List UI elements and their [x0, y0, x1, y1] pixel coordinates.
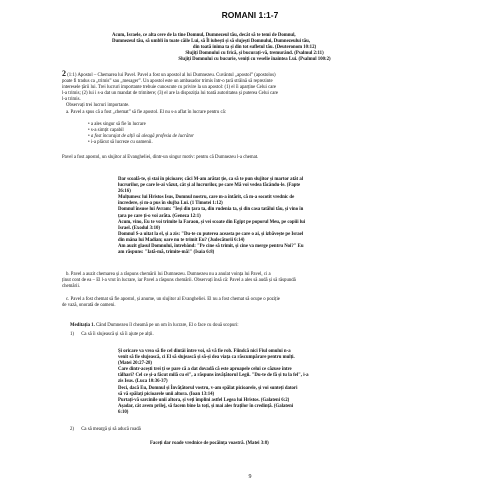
quote-line: am răspuns: "Iată-mă, trimite-mă!" (Isaia 6:8): [118, 250, 215, 256]
quote-line: Domnul S-a uitat la el, și a zis: "Du-te cu puterea aceasta pe care o ai, și izbăvește pe Israel: [118, 231, 304, 237]
item-text: Ca să meargă și să aducă roadă: [81, 427, 141, 432]
quote-line: Mulțumesc lui Hristos Isus, Domnul nostru, care m-a întărit, că m-a socotit vrednic de: [118, 195, 295, 201]
meditation-intro: Când Dumnezeu îl cheamă pe un om în lucrare, El o face cu două scopuri:: [95, 323, 239, 328]
quote-line: Care dintr-acești trei ți se pare că a dat dovadă că este aproapele celui ce căzuse între: [118, 367, 292, 373]
quote-line: Dumnezeul tău, să umbli în toate căile Lui, să Îl iubești și să slujești Domnului, Dumnezeului tău,: [112, 39, 311, 45]
quote-line: din mâna lui Madian; oare nu te trimit Eu? (Judecătorii 6:14): [118, 237, 245, 243]
para-line: c. Pavel a fost chemat să fie apostol, și anume, un slujitor al Evangheliei. El nu a fost chemat să ocupe o poziție: [66, 297, 280, 302]
para-line: de vază, onorată de oameni.: [62, 303, 116, 309]
calling-quotes: [118, 177, 400, 256]
quote-line: 26:16): [118, 189, 131, 195]
list-item: • a ales singur să fie în lucrare: [88, 122, 388, 128]
paragraph-b: [62, 272, 440, 290]
para-line: chemării.: [62, 284, 80, 290]
quote-line: 6:10): [118, 409, 129, 415]
para-line: ținut cont de ea – El l-a vrut în lucrare, iar Pavel a răspuns chemării. Observați însă că: Pavel a ales să audă și să răspundă: [62, 278, 296, 284]
section-line: l-a trimis.: [62, 97, 81, 103]
quote-line: Dar scoală-te, și stai în picioare; căci M-am arătat ție, ca să te pun slujitor și martor atât al: [118, 177, 304, 182]
quote-line: (Matei 20:27-28): [118, 361, 152, 367]
para-line: b. Pavel a auzit chemarea și a răspuns chemării lui Dumnezeu. Dumnezeu nu a anulat voința lui Pavel, ci a: [66, 272, 271, 277]
fruit-quote: Faceți dar roade vrednice de pocăința voastră. (Matei 3:8): [150, 441, 269, 446]
item-number: 1): [70, 332, 74, 337]
meditation-heading-line: [62, 323, 440, 329]
item-text: Ca să îi slujească și să îi ajute pe alții.: [81, 332, 154, 337]
quote-line: venit să fie slujească, ci El să slujească și să-și dea viața ca răscumpărare pentru mulți.: [118, 355, 295, 361]
section-line: a. Pavel a spus că a fost „chemat” să fie apostol. El nu s-a aflat în lucrare pentru că:: [66, 109, 227, 115]
quote-line: Slujiți Domnului cu frică, și bucurați-vă, tremurând. (Psalmul 2:11): [185, 51, 324, 57]
quote-line: Acum, Israele, ce alta cere de la tine Domnul, Dumnezeul tău, decât să te temi de Domnul,: [112, 33, 296, 38]
item-number: 2): [70, 427, 74, 432]
quote-line: încredere, și m-a pus în slujba Lui. (1 Timotei 1:12): [118, 201, 223, 207]
opening-quote: [112, 33, 397, 63]
quote-line: Israel. (Exodul 3:10): [118, 225, 160, 231]
section-line: l-a trimis; (2) lui i s-a dat un mandat de trimitere; (3) el are la dispoziția lui toată autoritatea și puterea Celui care: [62, 91, 279, 97]
quote-line: lucrurilor, pe care le-ai văzut, cât și al lucrurilor, pe care Mă voi vedea făcându-le. (Fapte: [118, 183, 301, 189]
quote-line: Purtați-vă sarcinile unii altora, și veți împlini astfel Legea lui Hristos. (Galateni 6:2): [118, 397, 290, 403]
section-line: Observați trei lucruri importante.: [66, 103, 130, 109]
quote-line: să vă spălați picioarele unii altora. (Ioan 13:14): [118, 391, 215, 397]
quote-line: tâlhari? Cel ce și-a făcut milă cu el", a răspuns învățătorul Legii. "Du-te de fă și tu la fel", i-a: [118, 373, 309, 379]
quote-line: Am auzit glasul Domnului, întrebând: "Pe cine să trimit, și cine va merge pentru Noi?" Eu: [118, 244, 304, 250]
reason-list: [88, 122, 388, 146]
quote-line: Deci, dacă Eu, Domnul și Învățătorul vostru, v-am spălat picioarele, și voi sunteți datori: [118, 385, 298, 391]
quote-line: țara pe care ți-o voi arăta. (Geneza 12:1): [118, 213, 201, 219]
quote-line: Și oricare va vrea să fie cel dintâi între voi, să vă fie rob. Fiindcă nici Fiul omului n-a: [118, 349, 291, 354]
section-line: interesele țării lui. Trei lucruri importante trebuie cunoscute cu privire la un apostol: (1) el îi aparține Celui care: [62, 85, 277, 91]
list-item: • s-a simțit capabil: [88, 128, 388, 134]
apostle-statement: Pavel a fost apostol, un slujitor al Evangheliei, dintr-un singur motiv: pentru că Dumnezeu l-a chemat.: [62, 155, 259, 160]
list-item: • i-a plăcut să lucreze cu oamenii.: [88, 140, 388, 146]
quote-line: Slujiți Domnului cu bucurie, veniți cu veselie înaintea Lui. (Psalmul 100:2): [178, 57, 331, 63]
page-number: 9: [248, 474, 252, 480]
meditation-item-1: [70, 332, 448, 338]
list-item: • a fost încurajat de alții să aleagă profesia de lucrător: [88, 134, 388, 140]
section-2-first-line: [62, 71, 440, 79]
quote-line: Acum, vino, Eu te voi trimite la Faraon, și vei scoate din Egipt pe poporul Meu, pe copiii lui: [118, 219, 306, 225]
section-number: 2: [62, 69, 66, 78]
quote-line: din toată inima ta și din tot sufletul tău. (Deuteronom 10:12): [192, 45, 317, 51]
paragraph-c: [62, 297, 440, 309]
meditation-item-2: [70, 427, 448, 433]
service-quotes: [118, 349, 400, 416]
quote-line: zis Isus. (Luca 10:36-37): [118, 379, 168, 385]
meditation-heading: Meditația 1.: [70, 323, 95, 328]
section-line: (1:1) Apostol – Chemarea lui Pavel. Pavel a fost un apostol al lui Dumnezeu. Cuvântul „apostol” (apostolos): [67, 73, 276, 78]
section-line: poate fi tradus ca „trimis” sau „mesager”. Un apostol este un ambasador trimis într-o țară străină să reprezinte: [62, 79, 273, 85]
page-title: ROMANI 1:1-7: [221, 10, 279, 20]
quote-line: Așadar, cât avem prilej, să facem bine la toți, și mai ales fraților în credință. (Galateni: [118, 403, 294, 409]
section-2: [62, 71, 440, 116]
quote-line: Domnul însuse lui Avram: "Ieși din țara ta, din rudenia ta, și din casa tatălui tău, și vino în: [118, 207, 304, 213]
